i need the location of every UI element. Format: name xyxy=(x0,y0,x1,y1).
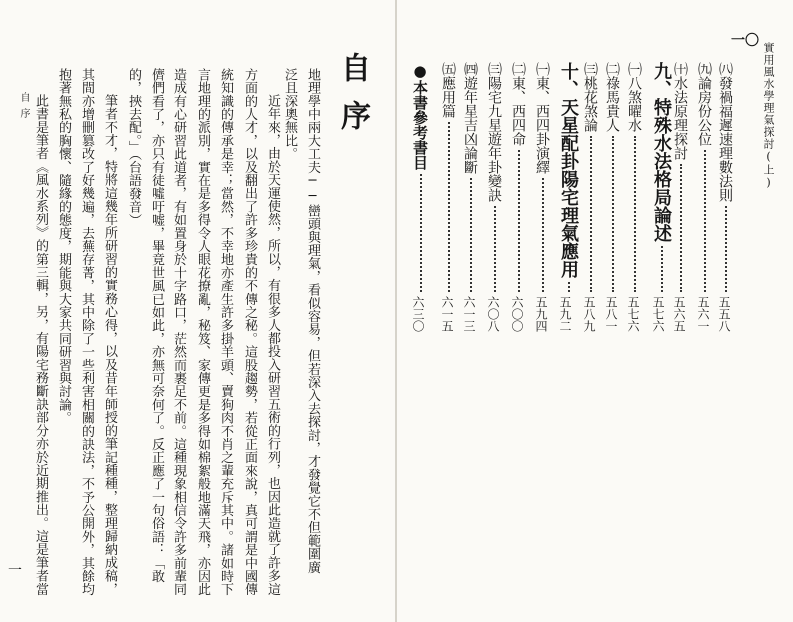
toc-page-number: 五六一 xyxy=(696,296,710,332)
toc-item-title: ㈢陽宅九星遊年卦變訣 xyxy=(486,62,502,202)
toc-dot-leader xyxy=(518,150,520,292)
toc-dot-leader xyxy=(612,136,614,292)
toc-dot-leader xyxy=(470,178,472,292)
toc-dot-leader xyxy=(680,164,682,292)
toc-row xyxy=(511,62,527,332)
preface-line: 造成有心研習此道者，有如置身於十字路口，茫然而裹足不前。這種現象相信令許多前輩同 xyxy=(171,68,186,596)
preface-line: 言地理的派別，實在是多得令人眼花撩亂，秘笈、家傳更是多得如棉絮般地滿天飛，亦因此 xyxy=(195,68,210,596)
toc-page-number: 五八九 xyxy=(582,296,596,332)
toc-item-title: ㈣遊年星吉凶論斷 xyxy=(462,62,478,174)
right-page xyxy=(397,0,793,622)
toc-row xyxy=(412,62,430,332)
toc-page-number: 五七六 xyxy=(626,296,640,332)
preface-line: 統知識的傳承是幸；當然，不幸地亦產生許多掛羊頭、賣狗肉不肖之輩充斥其中。諸如時下 xyxy=(218,68,233,596)
toc-item-title: ㈠東、西四卦演繹 xyxy=(534,62,550,174)
preface-line: 其間亦增刪篡改了好幾遍，去蕪存菁，其中除了一些利害相關的訣法，不予公開外，其餘均 xyxy=(79,68,94,596)
toc-row xyxy=(627,62,643,332)
preface-line: 筆者不才，特將這幾年所研習的實務心得，以及昔年師授的筆記種種，整理歸納成稿， xyxy=(102,94,117,596)
toc-chapter-title: 十、天星配卦陽宅理氣應用 xyxy=(558,62,579,278)
toc-item-title: ㈡東、西四命 xyxy=(510,62,526,146)
toc-item-title: ㈩水法原理探討 xyxy=(672,62,688,160)
page-footer-label: 自序 xyxy=(18,92,29,124)
preface-line: 儕們看了，亦只有徒噓吁嘘，畢竟世風已如此，亦無可奈何了。反正應了一句俗語：「敢 xyxy=(149,68,164,583)
toc-chapter-title: 九、特殊水法格局論述 xyxy=(651,62,672,242)
toc-row xyxy=(441,62,457,332)
toc-row xyxy=(559,62,579,332)
page-number-right: 一〇 xyxy=(731,33,759,49)
toc-item-title: ㈡祿馬貴人 xyxy=(604,62,620,132)
preface-line: 此書是筆者《風水系列》的第三輯，另，有陽宅務斷訣部分亦於近期推出。這是筆者當 xyxy=(33,94,48,596)
toc-row xyxy=(673,62,689,332)
toc-page-number: 六一五 xyxy=(440,296,454,332)
toc-page-number: 五五八 xyxy=(717,296,731,332)
toc-row xyxy=(463,62,479,332)
toc-dot-leader xyxy=(420,174,422,292)
toc-item-title: ㈠八煞曜水 xyxy=(626,62,642,132)
toc-dot-leader xyxy=(634,136,636,292)
toc-row xyxy=(487,62,503,332)
toc-page-number: 五八一 xyxy=(604,296,618,332)
toc-page-number: 六三〇 xyxy=(411,296,425,332)
preface-title: 自序 xyxy=(335,52,370,148)
preface-line: 抱著無私的胸懷、隨緣的態度，期能與大家共同研習與討論。 xyxy=(56,68,71,425)
toc-item-title: ㈢桃花煞論 xyxy=(582,62,598,132)
toc-dot-leader xyxy=(448,122,450,292)
toc-page-number: 六一三 xyxy=(462,296,476,332)
preface-line: 近年來，由於天運使然，所以，有很多人都投入研習五術的行列，也因此造就了許多這 xyxy=(265,94,280,596)
running-head: 實用風水學理氣探討(上) xyxy=(762,42,775,190)
left-page xyxy=(0,0,396,622)
toc-row xyxy=(718,62,734,332)
toc-dot-leader xyxy=(725,206,727,292)
toc-page-number: 五六五 xyxy=(672,296,686,332)
toc-item-title: ●本書參考書目 xyxy=(411,62,429,170)
toc-row xyxy=(605,62,621,332)
toc-row xyxy=(697,62,713,332)
toc-page-number: 六〇八 xyxy=(486,296,500,332)
preface-line: 方面的人才，以及翻出了許多珍貴的不傳之秘。這股趨勢，若從正面來說，真可謂是中國傳 xyxy=(242,68,257,596)
page-number-left: 一 xyxy=(8,563,22,579)
toc-row xyxy=(583,62,599,332)
toc-page-number: 五七六 xyxy=(651,296,665,332)
toc-page-number: 五九四 xyxy=(534,296,548,332)
toc-item-title: ㈤應用篇 xyxy=(440,62,456,118)
toc-dot-leader xyxy=(704,150,706,292)
toc-dot-leader xyxy=(590,136,592,292)
toc-dot-leader xyxy=(661,246,663,292)
toc-item-title: ㈨論房份公位 xyxy=(696,62,712,146)
toc-page-number: 五九二 xyxy=(558,296,572,332)
toc-item-title: ㈧發禍福遲速理數法則 xyxy=(717,62,733,202)
preface-line: 地理學中兩大工夫──巒頭與理氣，看似容易，但若深入去探討，才發覺它不但範圍廣 xyxy=(305,68,320,574)
toc-row xyxy=(652,62,672,332)
toc-dot-leader xyxy=(568,282,570,292)
preface-line: 的，挾去配。」（台語發音） xyxy=(126,68,141,227)
toc-dot-leader xyxy=(494,206,496,292)
toc-dot-leader xyxy=(542,178,544,292)
toc-page-number: 六〇〇 xyxy=(510,296,524,332)
toc-row xyxy=(535,62,551,332)
preface-line: 泛且深奧無比。 xyxy=(282,68,297,161)
